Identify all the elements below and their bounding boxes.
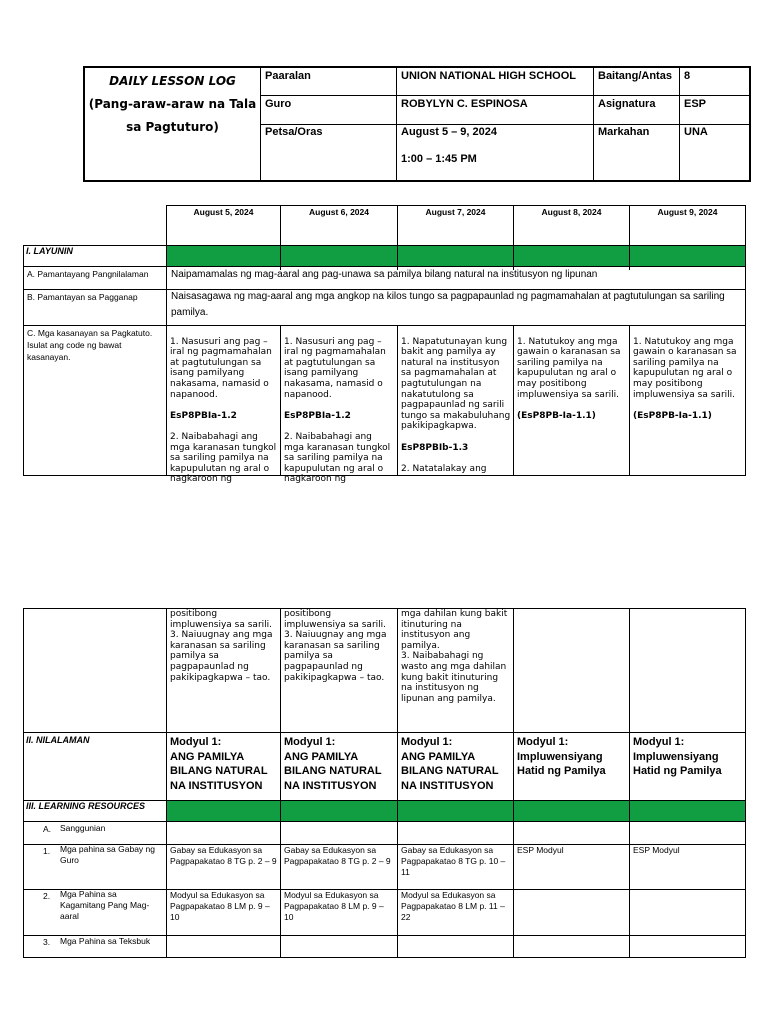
competency-day-4 bbox=[517, 326, 627, 432]
section-heading-layunin: I. LAYUNIN bbox=[26, 246, 73, 256]
lesson-log-header bbox=[83, 66, 751, 182]
content-resources-table bbox=[23, 608, 746, 958]
school-label: Paaralan bbox=[265, 70, 311, 82]
competency-day-5 bbox=[633, 326, 743, 432]
competency-day-2-continued: positibong impluwensiya sa sarili. 3. Naiuugnay ang mga karanasan sa sariling pamilya sa pagpapaunlad ng pakikipagkapwa – tao. bbox=[284, 609, 387, 683]
content-day-4: Modyul 1: Impluwensiyang Hatid ng Pamilya bbox=[517, 736, 606, 777]
competency-day-2-objective-2: 2. Naibabahagi ang mga karanasan tungkol sa sariling pamilya na kapupulutan ng aral o nagkaroon ng bbox=[284, 431, 391, 485]
learner-materials-day-2: Modyul sa Edukasyon sa Pagpapakatao 8 LM p. 9 – 10 bbox=[284, 890, 384, 922]
quarter-value: UNA bbox=[684, 126, 708, 138]
competency-day-5-code: (EsP8PB-Ia-1.1) bbox=[633, 410, 712, 421]
textbook-label: Mga Pahina sa Teksbuk bbox=[60, 936, 151, 946]
subject-value: ESP bbox=[684, 98, 707, 110]
teacher-label: Guro bbox=[265, 98, 292, 110]
teacher-value: ROBYLYN C. ESPINOSA bbox=[401, 98, 528, 110]
competency-day-4-objective-1: 1. Natutukoy ang mga gawain o karanasan sa sariling pamilya na kapupulutan ng aral o may positibong impluwensiya sa sarili. bbox=[517, 336, 621, 400]
learner-materials-label: Mga Pahina sa Kagamitang Pang Mag-aaral bbox=[60, 889, 150, 921]
competency-day-1-continued: positibong impluwensiya sa sarili. 3. Naiuugnay ang mga karanasan sa sariling pamilya sa pagpapaunlad ng pakikipagkapwa – tao. bbox=[170, 609, 273, 683]
learner-materials-day-3: Modyul sa Edukasyon sa Pagpapakatao 8 LM p. 11 – 22 bbox=[401, 890, 505, 922]
quarter-label: Markahan bbox=[598, 126, 650, 138]
grade-label: Baitang/Antas bbox=[598, 70, 672, 82]
date-column-4: August 8, 2024 bbox=[541, 207, 602, 217]
competency-day-4-code: (EsP8PB-Ia-1.1) bbox=[517, 410, 596, 421]
competency-day-1-code: EsP8PBIa-1.2 bbox=[170, 410, 237, 421]
teacher-guide-day-5: ESP Modyul bbox=[633, 845, 680, 855]
objectives-table bbox=[23, 205, 746, 485]
performance-standard-label: B. Pamantayan sa Pagganap bbox=[27, 292, 138, 302]
content-day-2: Modyul 1: ANG PAMILYA BILANG NATURAL NA INSTITUSYON bbox=[284, 736, 382, 792]
references-label: Sanggunian bbox=[60, 823, 106, 833]
date-column-5: August 9, 2024 bbox=[657, 207, 718, 217]
grade-value: 8 bbox=[684, 70, 691, 82]
school-value: UNION NATIONAL HIGH SCHOOL bbox=[401, 70, 576, 82]
title-line-3: sa Pagtuturo) bbox=[126, 120, 219, 134]
references-marker: A. bbox=[43, 824, 52, 834]
competency-day-5-objective-1: 1. Natutukoy ang mga gawain o karanasan sa sariling pamilya na kapupulutan ng aral o may positibong impluwensiya sa sarili. bbox=[633, 336, 737, 400]
resources-fill bbox=[167, 801, 746, 821]
content-standard-text: Naipamamalas ng mag-aaral ang pag-unawa sa pamilya bilang natural na institusyon ng lipunan bbox=[171, 269, 598, 280]
teacher-guide-label: Mga pahina sa Gabay ng Guro bbox=[60, 844, 155, 865]
date-label: Petsa/Oras bbox=[265, 126, 323, 138]
log-title bbox=[85, 70, 260, 139]
teacher-guide-day-3: Gabay sa Edukasyon sa Pagpapakatao 8 TG p. 10 – 11 bbox=[401, 845, 506, 877]
title-line-1: DAILY LESSON LOG bbox=[109, 74, 236, 88]
competency-day-2-objective-1: 1. Nasusuri ang pag – iral ng pagmamahalan at pagtutulungan sa isang pamilyang nakasama, namasid o napanood. bbox=[284, 336, 386, 400]
teacher-guide-marker: 1. bbox=[43, 846, 51, 856]
competency-day-1 bbox=[170, 326, 278, 496]
date-value: August 5 – 9, 2024 bbox=[401, 126, 497, 138]
competency-day-3 bbox=[401, 326, 511, 485]
competency-label: C. Mga kasanayan sa Pagkatuto. Isulat ang code ng bawat kasanayan. bbox=[27, 328, 153, 362]
content-day-5: Modyul 1: Impluwensiyang Hatid ng Pamilya bbox=[633, 736, 722, 777]
teacher-guide-day-4: ESP Modyul bbox=[517, 845, 564, 855]
learner-materials-day-1: Modyul sa Edukasyon sa Pagpapakatao 8 LM p. 9 – 10 bbox=[170, 890, 270, 922]
competency-day-2 bbox=[284, 326, 394, 496]
content-day-3: Modyul 1: ANG PAMILYA BILANG NATURAL NA INSTITUSYON bbox=[401, 736, 499, 792]
teacher-guide-day-1: Gabay sa Edukasyon sa Pagpapakatao 8 TG p. 2 – 9 bbox=[170, 845, 277, 866]
date-column-1: August 5, 2024 bbox=[193, 207, 254, 217]
competency-day-2-code: EsP8PBIa-1.2 bbox=[284, 410, 351, 421]
subject-label: Asignatura bbox=[598, 98, 656, 110]
competency-day-3-objective-2: 2. Natatalakay ang bbox=[401, 463, 487, 474]
learner-materials-marker: 2. bbox=[43, 891, 51, 901]
layunin-fill bbox=[167, 246, 746, 266]
competency-day-3-continued: mga dahilan kung bakit itinuturing na institusyon ang pamilya. 3. Naibabahagi ng wasto ang mga dahilan kung bakit itinuturing na institusyon ng lipunan ang pamilya. bbox=[401, 609, 508, 704]
competency-day-3-objective-1: 1. Napatutunayan kung bakit ang pamilya ay natural na institusyon sa pagmamahalan at pagtutulungan na nakatutulong sa pagpapaunlad ng sarili tungo sa makabuluhang pakikipagkapwa. bbox=[401, 336, 511, 432]
teacher-guide-day-2: Gabay sa Edukasyon sa Pagpapakatao 8 TG p. 2 – 9 bbox=[284, 845, 391, 866]
date-column-2: August 6, 2024 bbox=[309, 207, 369, 217]
section-heading-resources: III. LEARNING RESOURCES bbox=[26, 801, 146, 811]
title-line-2: (Pang-araw-araw na Tala bbox=[88, 97, 257, 111]
competency-day-1-objective-1: 1. Nasusuri ang pag – iral ng pagmamahalan at pagtutulungan sa isang pamilyang nakasama, namasid o napanood. bbox=[170, 336, 272, 400]
textbook-marker: 3. bbox=[43, 937, 51, 947]
competency-day-3-code: EsP8PBIb-1.3 bbox=[401, 442, 469, 453]
date-column-3: August 7, 2024 bbox=[425, 207, 486, 217]
section-heading-nilalaman: II. NILALAMAN bbox=[26, 735, 90, 745]
content-standard-label: A. Pamantayang Pangnilalaman bbox=[27, 269, 149, 279]
performance-standard-text: Naisasagawa ng mag-aaral ang mga angkop na kilos tungo sa pagpapaunlad ng pagmamahalan at pagtutulungan sa sariling pamilya. bbox=[171, 291, 725, 318]
content-day-1: Modyul 1: ANG PAMILYA BILANG NATURAL NA INSTITUSYON bbox=[170, 736, 268, 792]
competency-day-1-objective-2: 2. Naibabahagi ang mga karanasan tungkol sa sariling pamilya na kapupulutan ng aral o nagkaroon ng bbox=[170, 431, 277, 485]
time-value: 1:00 – 1:45 PM bbox=[401, 153, 477, 165]
